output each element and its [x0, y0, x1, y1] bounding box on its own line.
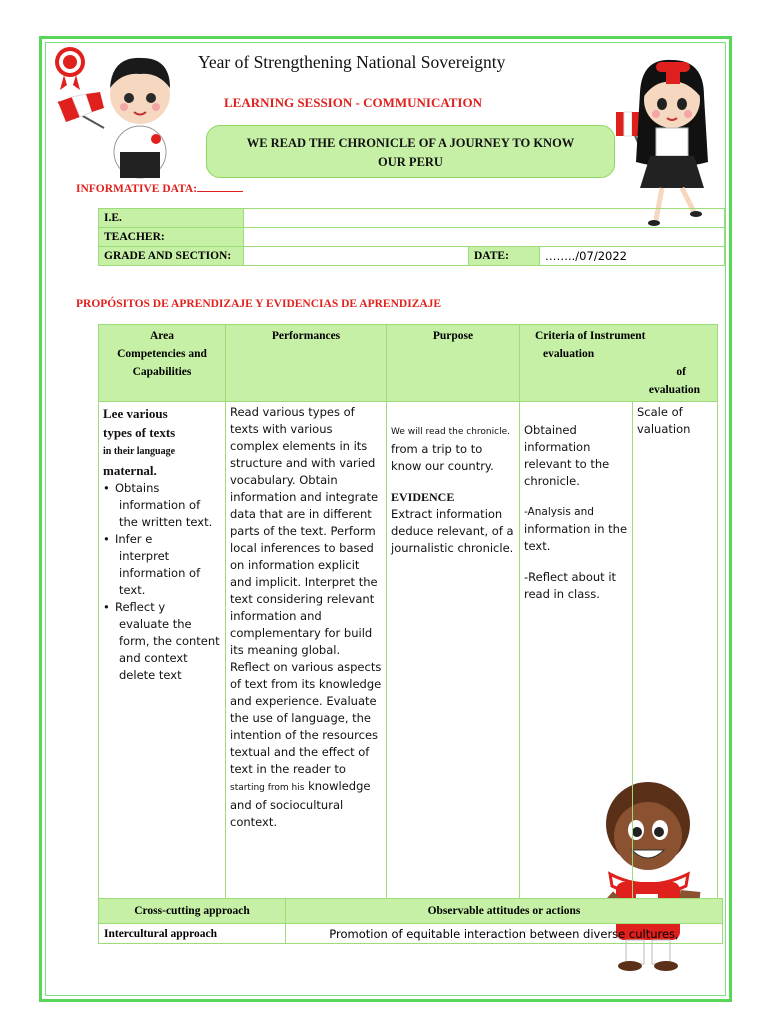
capability-rest: interpret information of text. — [119, 549, 201, 597]
boy-illustration — [52, 42, 197, 182]
performances-header: Performances — [226, 325, 387, 402]
table-header-row — [99, 325, 718, 402]
informative-table — [98, 208, 725, 266]
ie-value-field[interactable] — [244, 209, 725, 228]
capability-item: • Reflect y evaluate the form, the content and context delete text — [103, 600, 220, 682]
girl-illustration — [612, 52, 722, 230]
competency-title-line: in their language — [103, 446, 176, 457]
table-row — [99, 228, 725, 247]
criteria-header-line: of — [676, 366, 686, 378]
evidence-label: EVIDENCE — [391, 490, 455, 504]
performances-text: Read various types of texts with various complex elements in its structure and with varied vocabulary. Obtain information and integrate data that are in different parts of the text. Perform local inferences to based on information explicit and implicit. Interpret the text considering relevant information and complementary for build its meaning global. Reflect on various aspects of text from its knowledge and experience. Evaluate the use of language, the intention of the resources textual and the effect of text in the reader to — [230, 405, 382, 776]
rosette-icon — [55, 47, 85, 90]
criteria-text: -Analysis and — [524, 506, 594, 518]
criteria-text: information in the text. — [524, 522, 628, 553]
observable-actions-header: Observable attitudes or actions — [286, 899, 723, 924]
capability-item: • Obtains information of the written text. — [103, 480, 221, 531]
table-header-row — [99, 899, 723, 924]
competency-title-line: maternal. — [103, 463, 157, 478]
criteria-cell — [520, 402, 633, 900]
purpose-header: Purpose — [387, 325, 520, 402]
area-header-line: Area — [149, 330, 175, 342]
criteria-text: -Reflect about it read in class. — [524, 570, 617, 601]
date-value: ……../07/2022 — [540, 247, 725, 266]
table-row — [99, 209, 725, 228]
purposes-heading: PROPÓSITOS DE APRENDIZAJE Y EVIDENCIAS DE APRENDIZAJE — [76, 298, 442, 310]
purpose-small-text: We will read the chronicle. — [391, 427, 510, 437]
area-header-line: Competencies and — [117, 348, 207, 360]
table-row — [99, 247, 725, 266]
criteria-text: information relevant to the chronicle. — [524, 440, 610, 488]
teacher-value-field[interactable] — [244, 228, 725, 247]
date-label: DATE: — [469, 247, 540, 266]
evidence-text: Extract information deduce relevant, of a journalistic chronicle. — [391, 507, 514, 555]
capability-first: Reflect y — [115, 600, 166, 614]
purpose-text: from a trip to to know our country. — [391, 442, 494, 473]
competency-cell — [99, 402, 226, 900]
competency-title — [103, 404, 221, 480]
capability-item: • Infer e interpret information of text. — [103, 531, 221, 599]
grade-section-value-field[interactable] — [244, 247, 469, 266]
criteria-header-line: evaluation — [648, 384, 700, 396]
competency-title-line: Lee various — [103, 406, 168, 421]
performances-cell — [226, 402, 387, 900]
instrument-cell: Scale of valuation — [633, 402, 718, 900]
approach-cell: Intercultural approach — [99, 924, 286, 944]
competency-title-line: types of texts — [103, 425, 176, 440]
criteria-text: Obtained — [524, 423, 577, 437]
informative-data-heading — [76, 181, 243, 195]
criteria-header — [520, 325, 718, 402]
peru-flag-icon — [58, 92, 104, 128]
performances-small-text: starting from his — [230, 783, 305, 793]
underline — [197, 181, 243, 192]
teacher-label: TEACHER: — [99, 228, 244, 247]
session-headline — [206, 125, 615, 178]
session-subtitle: LEARNING SESSION - COMMUNICATION — [224, 95, 482, 110]
headline-line-2: OUR PERU — [378, 155, 443, 169]
purpose-cell — [387, 402, 520, 900]
learning-table — [98, 324, 718, 900]
performances-end-text: knowledge and of sociocultural context. — [230, 779, 371, 829]
cross-approach-header: Cross-cutting approach — [99, 899, 286, 924]
capability-first: Infer e — [115, 532, 153, 546]
action-cell: Promotion of equitable interaction between diverse cultures, — [286, 924, 723, 944]
criteria-header-line: evaluation — [543, 348, 595, 360]
criteria-header-line: Criteria of Instrument — [535, 330, 646, 342]
headline-line-1: WE READ THE CHRONICLE OF A JOURNEY TO KNOW — [246, 136, 575, 150]
page-title: Year of Strengthening National Sovereignty — [198, 52, 506, 72]
table-row — [99, 924, 723, 944]
ie-label: I.E. — [99, 209, 244, 228]
grade-section-label: GRADE AND SECTION: — [99, 247, 244, 266]
cross-cutting-table — [98, 898, 723, 944]
table-row — [99, 402, 718, 900]
capability-first: Obtains — [115, 481, 160, 495]
area-header — [99, 325, 226, 402]
capability-rest: information of the written text. — [119, 498, 213, 529]
informative-data-label: INFORMATIVE DATA: — [76, 183, 198, 195]
capability-rest: evaluate the form, the content and context delete text — [119, 617, 220, 682]
area-header-line: Capabilities — [132, 366, 192, 378]
